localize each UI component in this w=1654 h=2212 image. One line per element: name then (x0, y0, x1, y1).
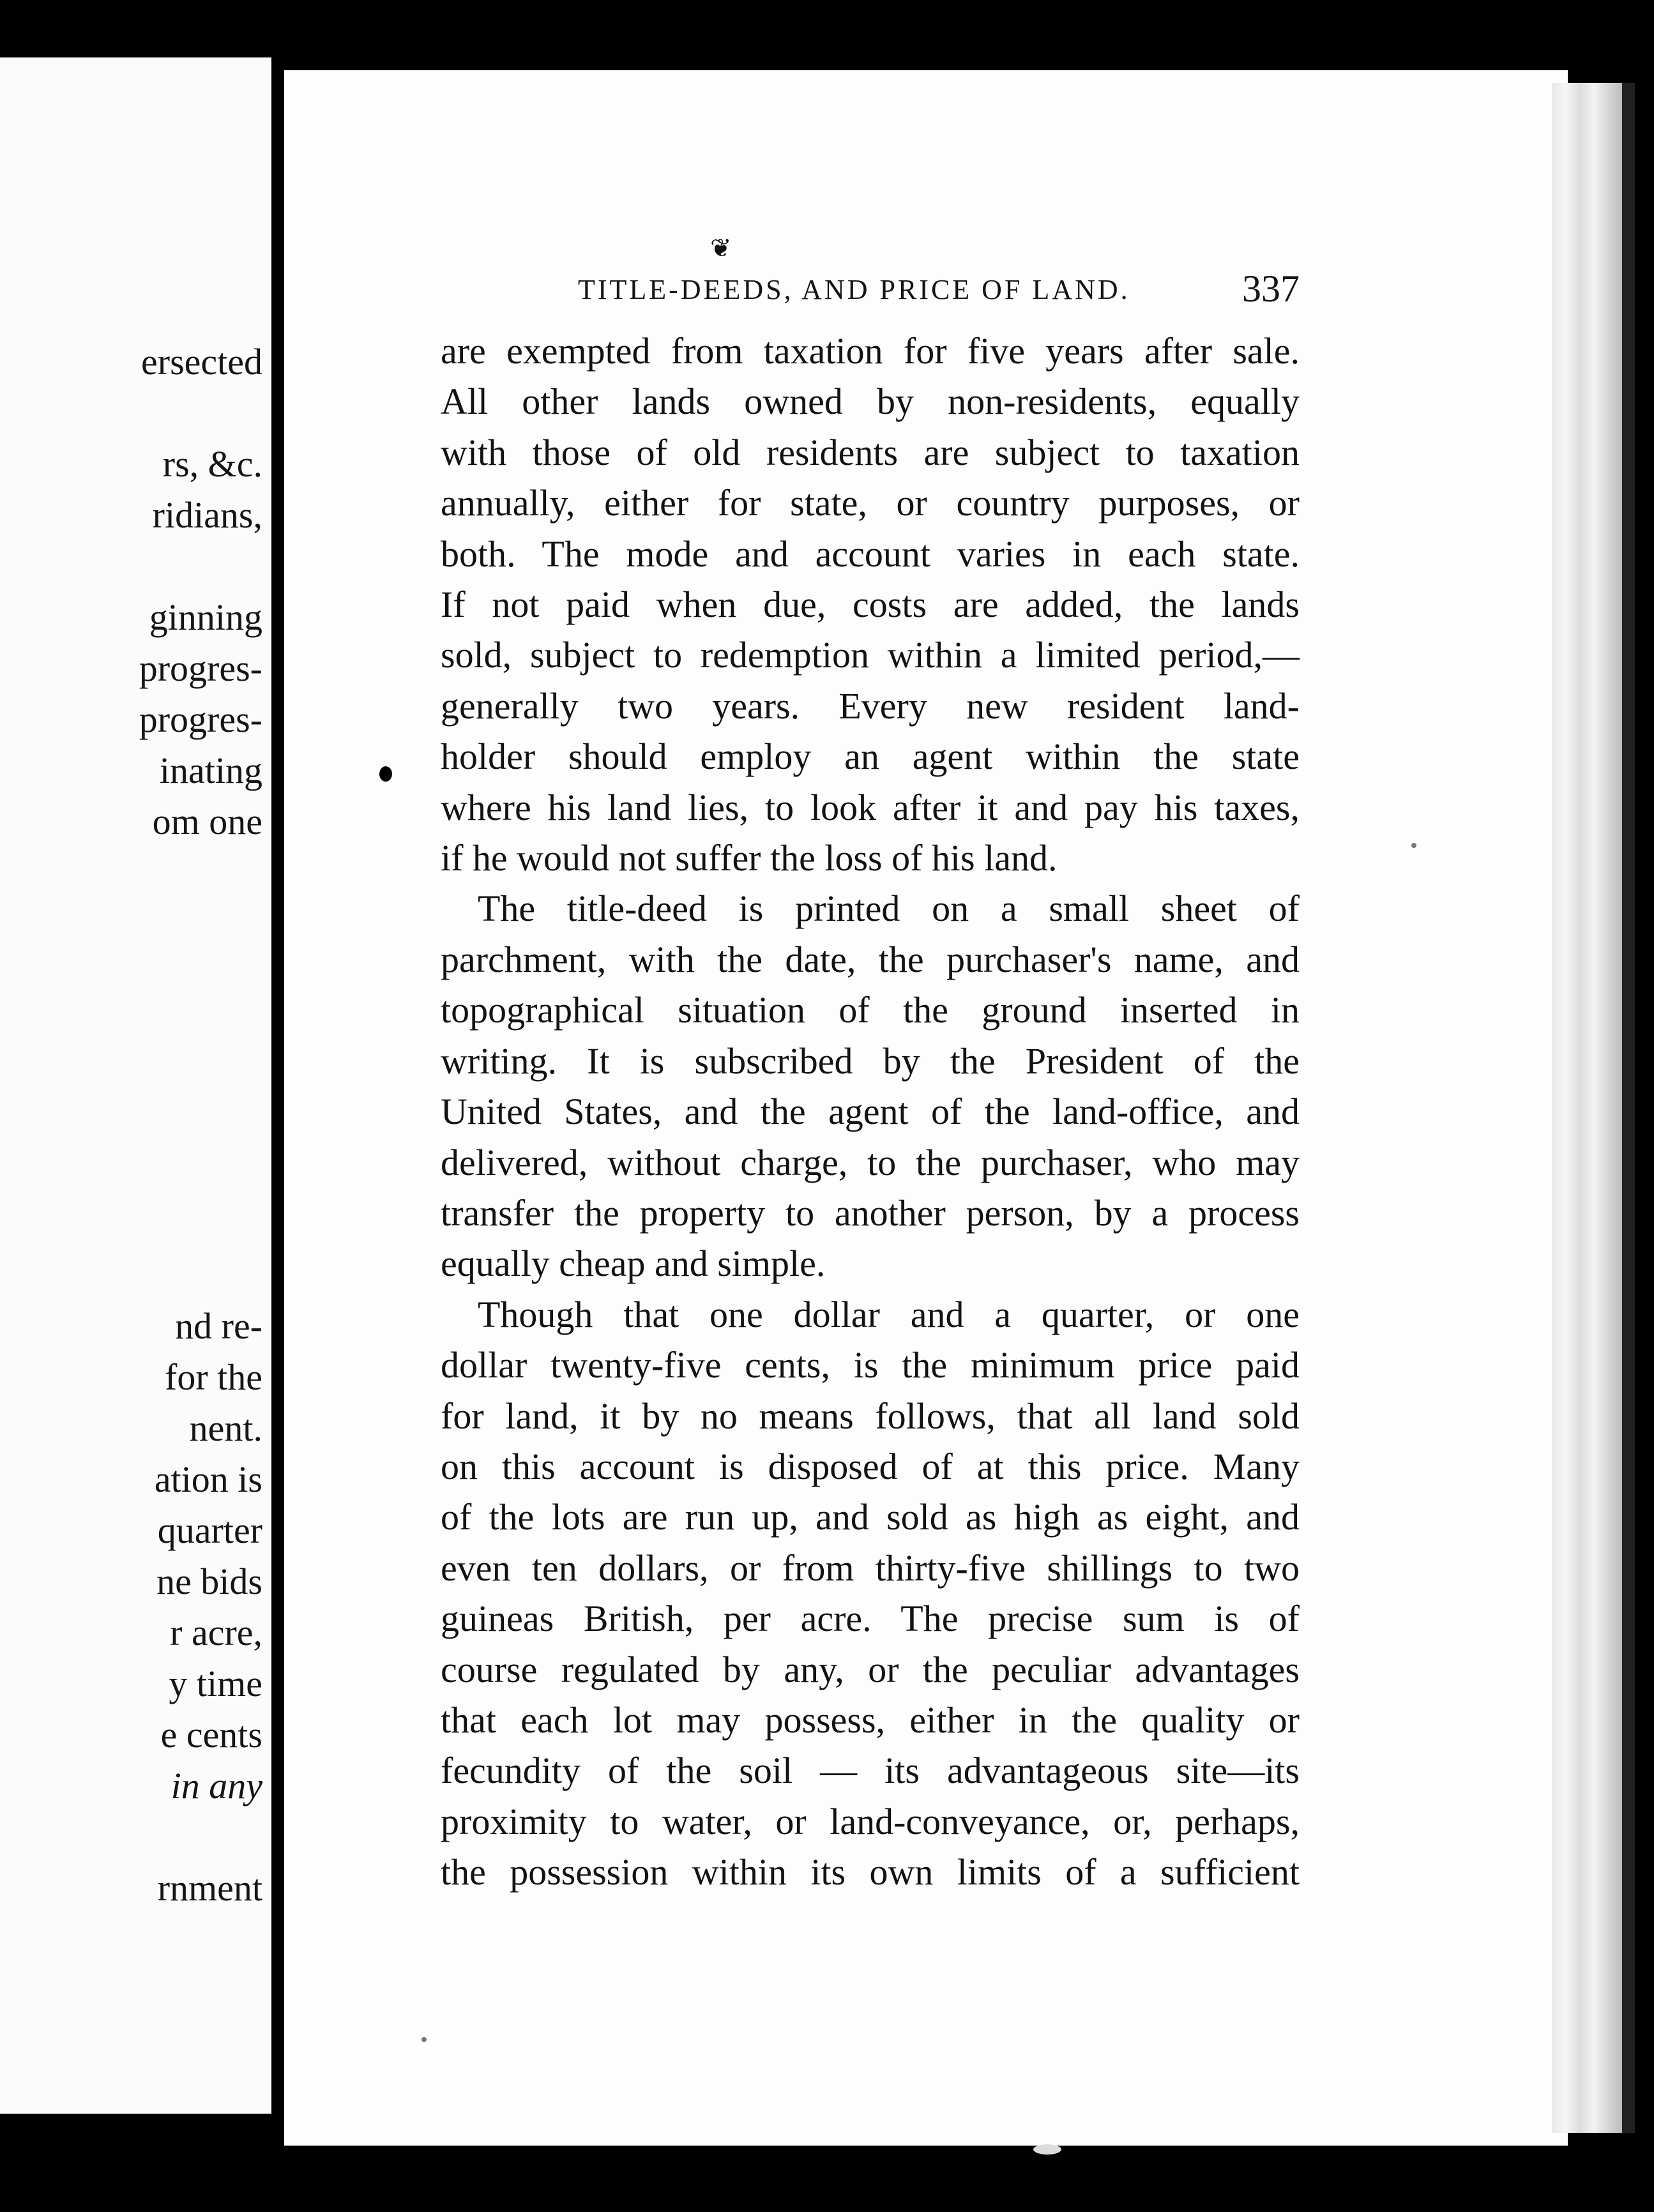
facing-line: progres- (139, 648, 262, 689)
facing-line: for the (165, 1356, 262, 1398)
facing-line: rs, &c. (162, 443, 262, 485)
ornament-glyph: ❦ (710, 234, 732, 262)
text-line: The title-deed is printed on a small sheet of (478, 888, 1300, 930)
facing-page-fragment (0, 57, 271, 2114)
facing-line: y time (169, 1663, 262, 1704)
facing-line: e cents (160, 1714, 262, 1755)
text-line: generally two years. Every new resident land- (441, 685, 1300, 727)
edge-shadow (1622, 83, 1635, 2133)
text-line: of the lots are run up, and sold as high as eight, and (441, 1496, 1300, 1538)
text-line: even ten dollars, or from thirty-five shillings to two (441, 1547, 1300, 1589)
text-line: writing. It is subscribed by the President of the (441, 1040, 1300, 1082)
paragraph (441, 883, 1300, 1289)
text-line: on this account is disposed of at this price. Many (441, 1445, 1300, 1487)
text-line: course regulated by any, or the peculiar advantages (441, 1648, 1300, 1690)
facing-line: ersected (141, 341, 262, 383)
facing-line: progres- (139, 699, 262, 740)
text-line: United States, and the agent of the land-office, and (441, 1091, 1300, 1133)
facing-line: quarter (157, 1510, 262, 1551)
text-line: dollar twenty-five cents, is the minimum price paid (441, 1344, 1300, 1386)
text-line: guineas British, per acre. The precise sum is of (441, 1598, 1300, 1640)
facing-line: inating (159, 750, 262, 791)
page-number: 337 (1242, 268, 1300, 310)
text-line: annually, either for state, or country purposes, or (441, 482, 1300, 524)
facing-line: rnment (157, 1867, 262, 1909)
facing-line: r acre, (170, 1612, 262, 1653)
facing-line: om one (152, 801, 262, 842)
text-line: if he would not suffer the loss of his land. (441, 837, 1058, 879)
text-line: delivered, without charge, to the purchaser, who may (441, 1141, 1300, 1183)
paper-speck (1411, 843, 1416, 848)
running-head: TITLE-DEEDS, AND PRICE OF LAND. (578, 274, 1130, 305)
facing-line: ridians, (152, 494, 262, 536)
facing-line: ginning (149, 596, 262, 638)
text-line: are exempted from taxation for five years after sale. (441, 330, 1300, 372)
facing-line: nent. (189, 1407, 262, 1449)
paragraph (441, 1289, 1300, 1898)
text-line: If not paid when due, costs are added, the lands (441, 584, 1300, 626)
facing-line: ne bids (156, 1561, 262, 1602)
text-line: parchment, with the date, the purchaser's name, and (441, 938, 1300, 980)
text-line: holder should employ an agent within the state (441, 736, 1300, 778)
ink-dot (379, 766, 392, 782)
text-line: proximity to water, or land-conveyance, or, perhaps, (441, 1800, 1300, 1842)
text-line: the possession within its own limits of a sufficient (441, 1851, 1300, 1893)
facing-line: ation is (154, 1458, 262, 1500)
text-line: topographical situation of the ground inserted in (441, 989, 1300, 1031)
text-line: transfer the property to another person, by a process (441, 1192, 1300, 1234)
text-line: sold, subject to redemption within a limited period,— (441, 634, 1300, 676)
bottom-mark (1033, 2144, 1061, 2155)
facing-line: in any (171, 1765, 262, 1807)
page-edges (1552, 83, 1622, 2133)
body-text (441, 326, 1300, 1898)
text-line: for land, it by no means follows, that all land sold (441, 1395, 1300, 1437)
text-line: both. The mode and account varies in each state. (441, 533, 1300, 575)
text-line: All other lands owned by non-residents, equally (441, 381, 1300, 423)
text-line: with those of old residents are subject to taxation (441, 431, 1300, 473)
text-line: fecundity of the soil — its advantageous site—its (441, 1750, 1300, 1792)
paragraph (441, 326, 1300, 883)
text-line: that each lot may possess, either in the quality or (441, 1699, 1300, 1741)
paper-speck (421, 2037, 427, 2042)
text-line: Though that one dollar and a quarter, or one (478, 1293, 1300, 1335)
text-line: where his land lies, to look after it and pay his taxes, (441, 786, 1300, 828)
facing-line: nd re- (175, 1305, 262, 1347)
text-line: equally cheap and simple. (441, 1243, 826, 1285)
